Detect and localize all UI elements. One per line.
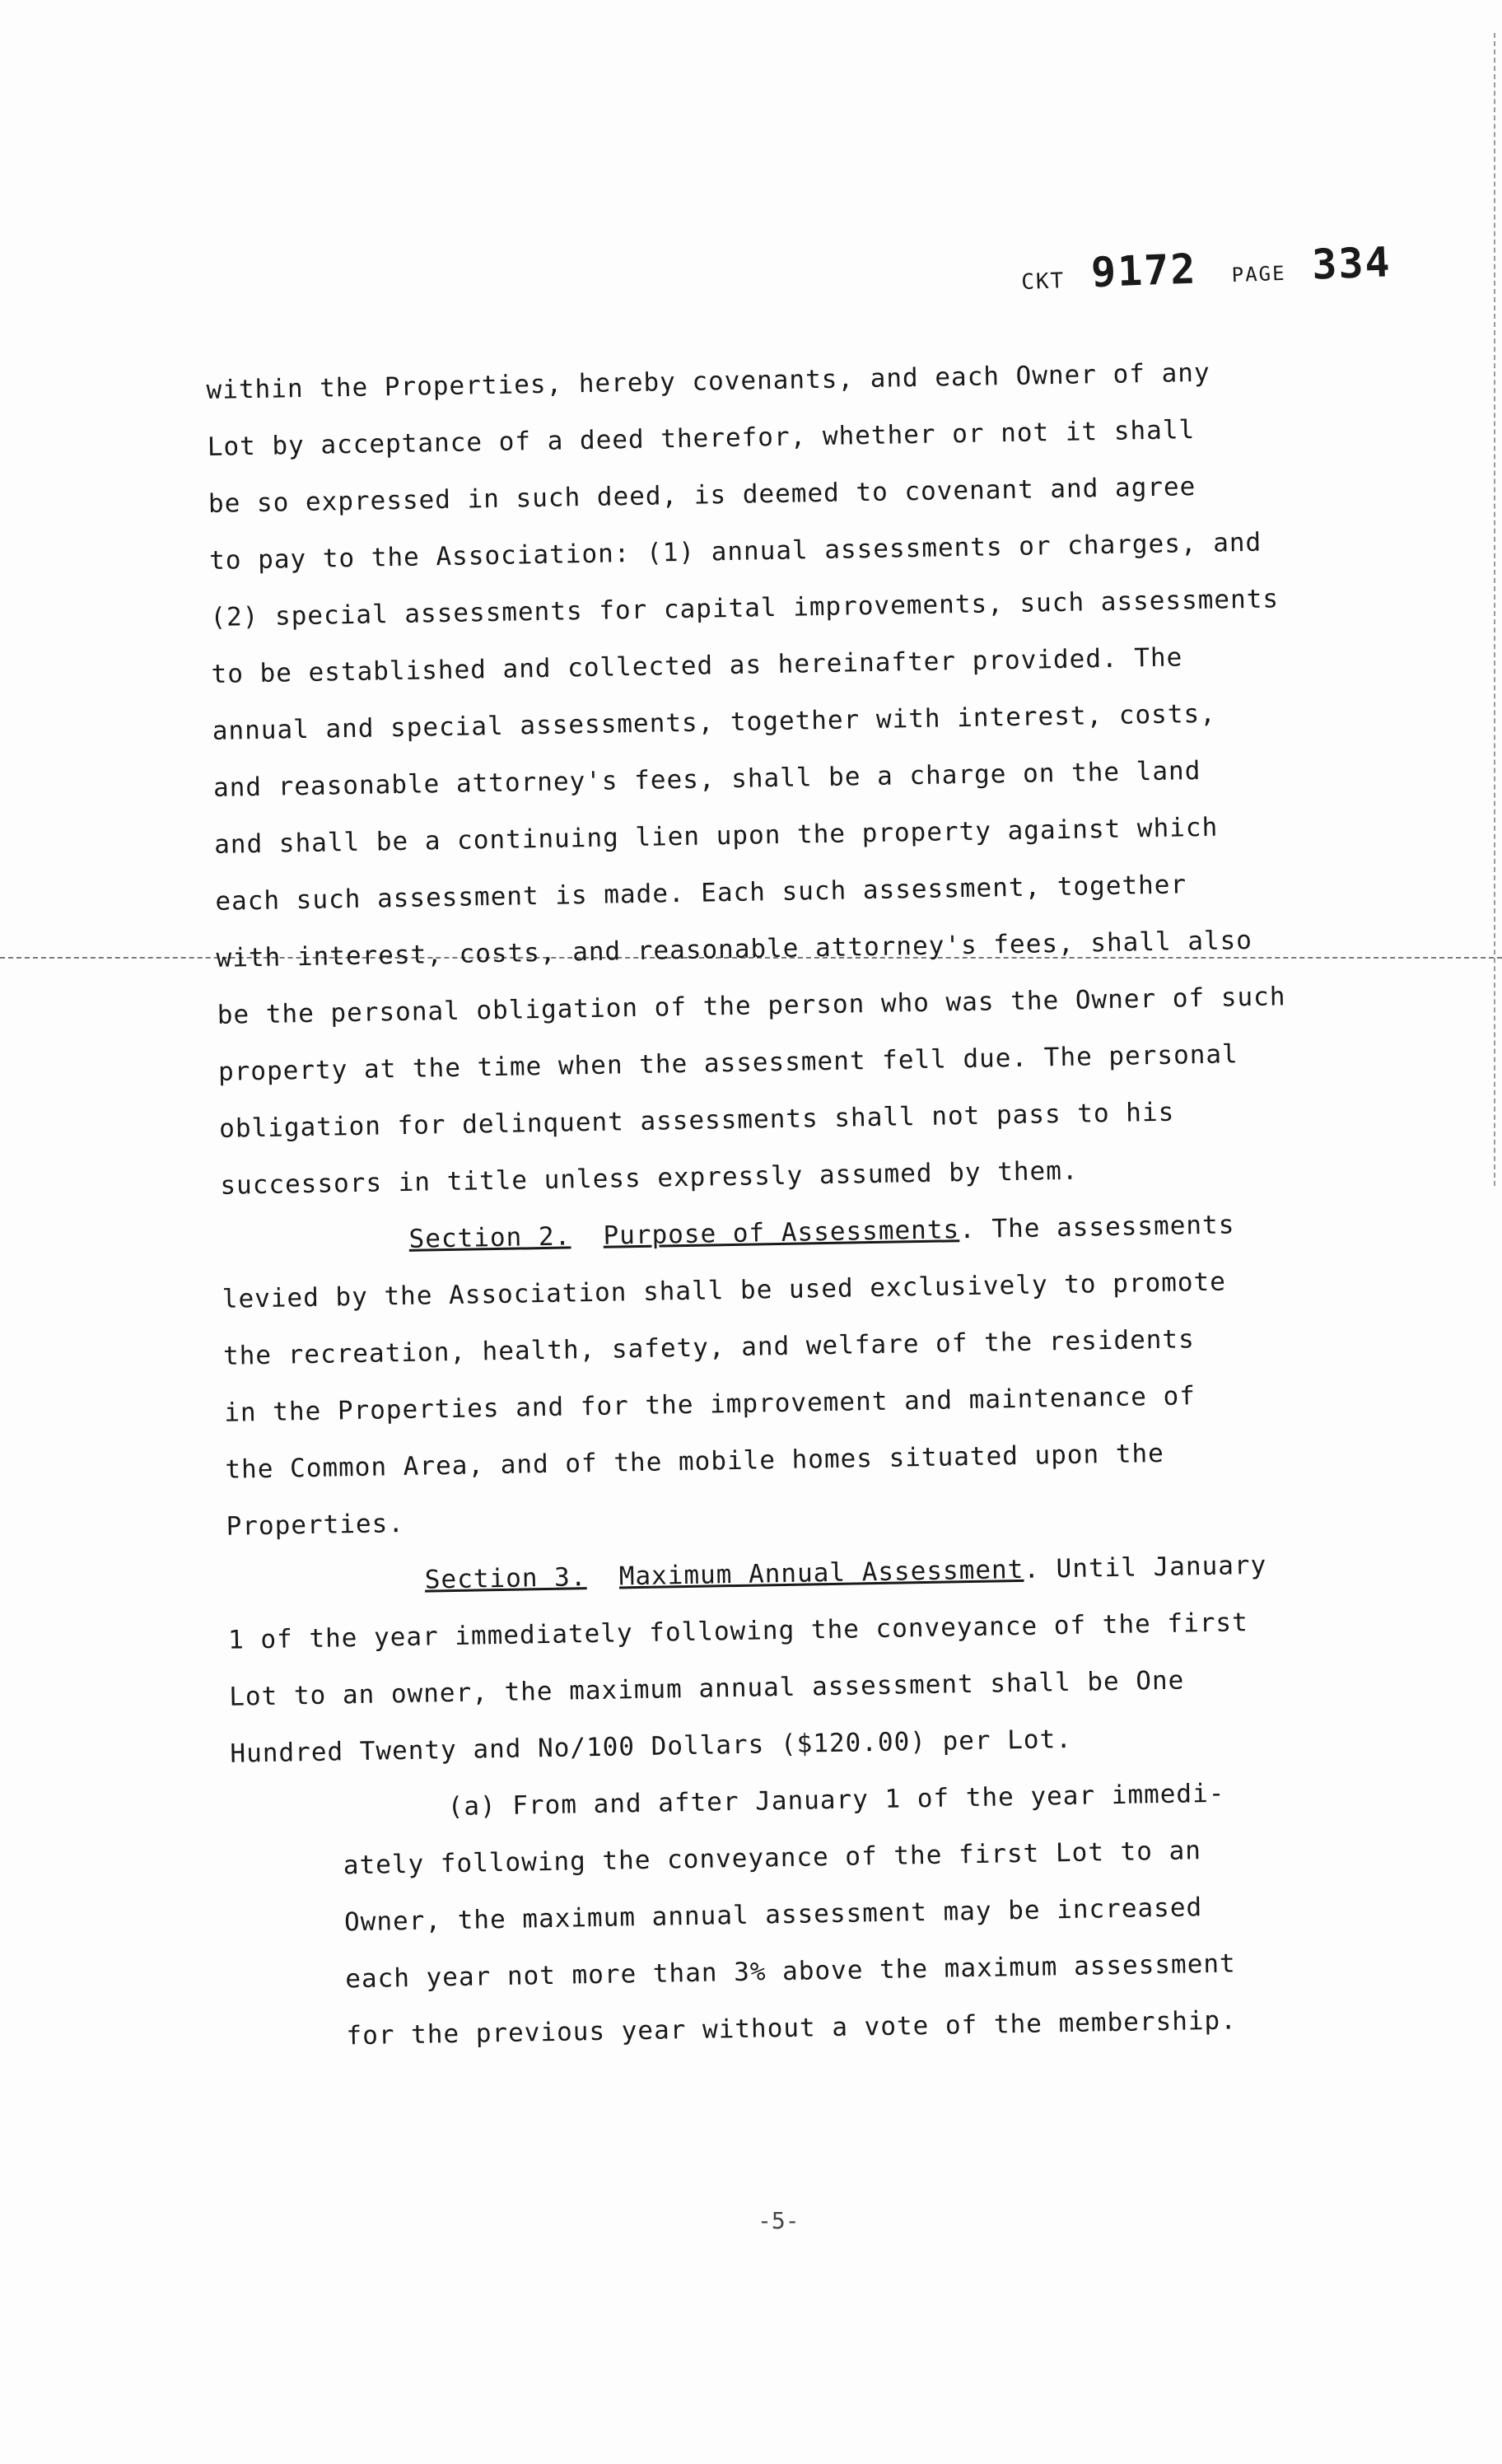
section-title: Purpose of Assessments: [603, 1215, 960, 1251]
text-line: ately following the conveyance of the first Lot to an: [343, 1836, 1202, 1881]
section-number: Section 2.: [408, 1221, 571, 1254]
paragraph-covenant: [206, 343, 1374, 1215]
text-line: and shall be a continuing lien upon the property against which: [213, 812, 1219, 860]
text-line: within the Properties, hereby covenants, and each Owner of any: [206, 357, 1210, 405]
text-line: Hundred Twenty and No/100 Dollars ($120.00) per Lot.: [230, 1724, 1073, 1769]
text-line: in the Properties and for the improvement and maintenance of: [223, 1381, 1196, 1428]
page-number-stamp: 334: [1311, 238, 1392, 289]
text-line: the Common Area, and of the mobile homes situated upon the: [225, 1438, 1165, 1485]
text-line: with interest, costs, and reasonable attorney's fees, shall also: [216, 925, 1253, 973]
text-line: to be established and collected as hereinafter provided. The: [211, 642, 1183, 689]
text-line: Lot by acceptance of a deed therefor, whether or not it shall: [207, 415, 1196, 462]
text-line: successors in title unless expressly assumed by them.: [220, 1155, 1079, 1201]
book-number: 9172: [1090, 245, 1198, 297]
text-line: for the previous year without a vote of the membership.: [346, 2005, 1238, 2051]
text-line: Owner, the maximum annual assessment may be increased: [343, 1892, 1203, 1938]
text-line: Properties.: [226, 1509, 405, 1542]
text-line: property at the time when the assessment fell due. The personal: [217, 1039, 1238, 1087]
book-label: CKT: [1020, 268, 1066, 295]
page-label: PAGE: [1231, 261, 1287, 287]
text-line: 1 of the year immediately following the conveyance of the first: [227, 1608, 1249, 1655]
text-line: be so expressed in such deed, is deemed to covenant and agree: [208, 472, 1196, 519]
section-heading-rest: . The assessments: [959, 1210, 1235, 1245]
section-heading-rest: . Until January: [1023, 1550, 1267, 1584]
subsection-a: [231, 1762, 1388, 2066]
subsection-first-line: (a) From and after January 1 of the year immedi-: [447, 1778, 1225, 1822]
section-title: Maximum Annual Assessment: [618, 1554, 1024, 1592]
text-line: Lot to an owner, the maximum annual assessment shall be One: [228, 1665, 1185, 1712]
text-line: obligation for delinquent assessments shall not pass to his: [218, 1097, 1175, 1144]
text-line: be the personal obligation of the person who was the Owner of such: [217, 982, 1286, 1030]
section-number: Section 3.: [424, 1562, 587, 1595]
text-line: annual and special assessments, together with interest, costs,: [212, 698, 1217, 746]
body-text: [206, 343, 1388, 2067]
margin-binding-mark: [1489, 33, 1495, 1186]
text-line: (2) special assessments for capital improvements, such assessments: [210, 584, 1280, 632]
text-line: each year not more than 3% above the maximum assessment: [344, 1948, 1236, 1995]
footer-page-number: -5-: [758, 2207, 800, 2234]
text-line: each such assessment is made. Each such assessment, together: [215, 870, 1187, 917]
text-line: and reasonable attorney's fees, shall be a charge on the land: [212, 755, 1201, 803]
book-page-reference: [1020, 238, 1392, 299]
section-2: [221, 1194, 1379, 1555]
text-line: to pay to the Association: (1) annual assessments or charges, and: [208, 527, 1262, 576]
text-line: the recreation, health, safety, and welfare of the residents: [222, 1324, 1196, 1371]
section-3: [226, 1535, 1383, 1782]
text-line: levied by the Association shall be used exclusively to promote: [222, 1267, 1227, 1314]
